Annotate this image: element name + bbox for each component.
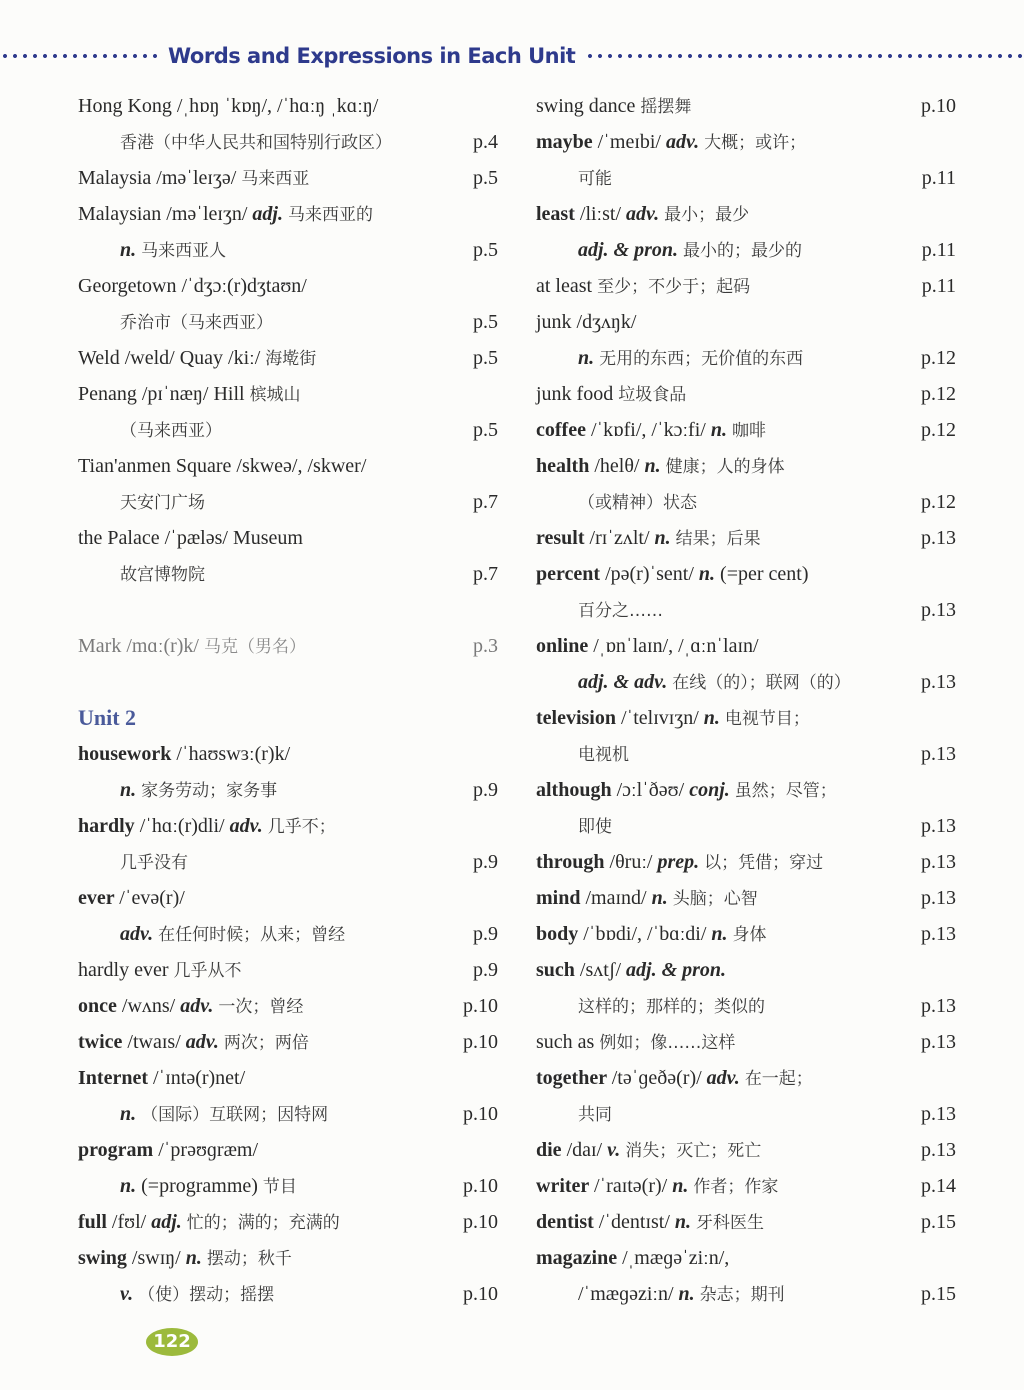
part-of-speech: n. [678,1283,700,1305]
part-of-speech: n. [703,707,725,729]
glossary-entry [536,556,956,592]
entry-text: housework /ˈhaʊswɜː(r)k/ [78,743,291,765]
glossary-entry [536,520,956,556]
glossary-entry-continuation [78,484,498,520]
glossary-entry [536,916,956,952]
glossary-entry [78,88,498,124]
glossary-entry [78,808,498,844]
entry-text: magazine /ˌmæɡəˈziːn/, [536,1247,730,1269]
part-of-speech: n. [672,1175,694,1197]
entry-text: 故宫博物院 [120,565,205,585]
part-of-speech: v. [120,1283,139,1305]
part-of-speech: n. [185,1247,207,1269]
glossary-entry [536,628,956,664]
glossary-entry-continuation [536,232,956,268]
glossary-entry-continuation [78,1096,498,1132]
page-reference: p.5 [473,239,498,261]
page-reference: p.13 [921,995,956,1017]
part-of-speech: n. [120,1103,142,1125]
page-number-badge: 122 [146,1328,198,1356]
glossary-entry [78,988,498,1024]
entry-text: swing /swɪŋ/ n. 摆动；秋千 [78,1247,292,1269]
glossary-entry-continuation [78,556,498,592]
left-column [78,88,498,1312]
entry-text: maybe /ˈmeɪbi/ adv. 大概；或许； [536,131,807,153]
glossary-entry [536,124,956,160]
spacer [78,664,498,700]
page-reference: p.13 [921,671,956,693]
entry-text: online /ˌɒnˈlaɪn/, /ˌɑːnˈlaɪn/ [536,635,759,657]
glossary-entry [536,196,956,232]
page-reference: p.15 [921,1211,956,1233]
entry-text: at least 至少；不少于；起码 [536,275,751,297]
glossary-entry [78,1240,498,1276]
page-reference: p.10 [463,995,498,1017]
page-reference: p.13 [921,1139,956,1161]
page-reference: p.10 [463,1103,498,1125]
entry-text: v. （使）摆动；摇摆 [120,1283,275,1305]
glossary-entry [536,1240,956,1276]
glossary-entry-continuation [536,1096,956,1132]
page-reference: p.10 [463,1211,498,1233]
glossary-entry [78,448,498,484]
part-of-speech: adv. [626,203,665,225]
glossary-entry [536,412,956,448]
page-reference: p.13 [921,1031,956,1053]
page-reference: p.13 [921,599,956,621]
part-of-speech: n. [710,419,732,441]
page-reference: p.13 [921,1103,956,1125]
glossary-entry [536,1024,956,1060]
glossary-entry [536,304,956,340]
entry-text: the Palace /ˈpæləs/ Museum [78,527,303,549]
spacer [78,592,498,628]
entry-text: result /rɪˈzʌlt/ n. 结果；后果 [536,527,761,549]
entry-text: Weld /weld/ Quay /kiː/ 海墘街 [78,347,317,369]
entry-text: junk /dʒʌŋk/ [536,311,637,333]
glossary-entry-continuation [536,484,956,520]
glossary-entry-continuation [78,1276,498,1312]
dotted-rule-right [585,53,1024,59]
glossary-entry-continuation [78,772,498,808]
page-reference: p.9 [473,923,498,945]
entry-text: n. （国际）互联网；因特网 [120,1103,329,1125]
entry-text: 天安门广场 [120,493,205,513]
page-reference: p.4 [473,131,498,153]
page-reference: p.10 [463,1031,498,1053]
entry-text: Penang /pɪˈnæŋ/ Hill 槟城山 [78,383,301,405]
entry-text: 电视机 [578,745,629,765]
page-reference: p.15 [921,1283,956,1305]
glossary-entry [536,844,956,880]
entry-text: although /ɔːlˈðəʊ/ conj. 虽然；尽管； [536,779,837,801]
page-reference: p.12 [921,491,956,513]
entry-text: least /liːst/ adv. 最小；最少 [536,203,750,225]
part-of-speech: adv. [180,995,219,1017]
entry-text: dentist /ˈdentɪst/ n. 牙科医生 [536,1211,765,1233]
entry-text: n. 家务劳动；家务事 [120,779,278,801]
part-of-speech: adv. [185,1031,224,1053]
entry-text: die /daɪ/ v. 消失；灭亡；死亡 [536,1139,762,1161]
page-reference: p.13 [921,527,956,549]
page-reference: p.11 [921,167,956,189]
glossary-entry [536,88,956,124]
page-reference: p.5 [473,347,498,369]
glossary-entry-continuation [78,304,498,340]
entry-text: Malaysia /məˈleɪʒə/ 马来西亚 [78,167,310,189]
part-of-speech: adj. [151,1211,187,1233]
page-reference: p.12 [921,419,956,441]
glossary-entry-continuation [536,1276,956,1312]
page-reference: p.13 [921,743,956,765]
right-column [536,88,956,1312]
glossary-entry [78,628,498,664]
entry-text: adj. & pron. 最小的；最少的 [578,239,803,261]
entry-text: adv. 在任何时候；从来；曾经 [120,923,346,945]
page-reference: p.12 [921,347,956,369]
entry-text: once /wʌns/ adv. 一次；曾经 [78,995,304,1017]
entry-text: junk food 垃圾食品 [536,383,687,405]
entry-text: mind /maɪnd/ n. 头脑；心智 [536,887,758,909]
glossary-entry-continuation [536,160,956,196]
entry-text: television /ˈtelɪvɪʒn/ n. 电视节目； [536,707,810,729]
glossary-entry [78,196,498,232]
glossary-entry [78,736,498,772]
entry-text: health /helθ/ n. 健康；人的身体 [536,455,785,477]
glossary-entry [536,952,956,988]
glossary-entry-continuation [78,1168,498,1204]
page-reference: p.5 [473,167,498,189]
glossary-entry [78,1060,498,1096]
entry-text: hardly /ˈhɑː(r)dli/ adv. 几乎不； [78,815,336,837]
page-reference: p.12 [921,383,956,405]
page-reference: p.13 [921,815,956,837]
page-reference: p.5 [473,419,498,441]
entry-text: Georgetown /ˈdʒɔː(r)dʒtaʊn/ [78,275,307,297]
page-reference: p.13 [921,887,956,909]
part-of-speech: adv. [229,815,268,837]
entry-text: program /ˈprəʊɡræm/ [78,1139,259,1161]
glossary-entry-continuation [78,844,498,880]
glossary-entry [78,160,498,196]
glossary-entry-continuation [536,808,956,844]
glossary-entry [536,1204,956,1240]
page-reference: p.7 [473,563,498,585]
glossary-entry [536,880,956,916]
page-reference: p.5 [473,311,498,333]
entry-text: together /təˈɡeðə(r)/ adv. 在一起； [536,1067,813,1089]
glossary-entry-continuation [78,124,498,160]
entry-text: n. 马来西亚人 [120,239,227,261]
entry-text: percent /pə(r)ˈsent/ n. (=per cent) [536,563,809,585]
entry-text: 即使 [578,817,612,837]
glossary-entry [536,1132,956,1168]
entry-text: （或精神）状态 [578,493,697,513]
part-of-speech: n. [711,923,733,945]
glossary-entry-continuation [78,412,498,448]
entry-text: Mark /mɑː(r)k/ 马克（男名） [78,635,306,657]
page-reference: p.9 [473,959,498,981]
part-of-speech: adv. [666,131,705,153]
glossary-entry [78,952,498,988]
entry-text: coffee /ˈkɒfi/, /ˈkɔːfi/ n. 咖啡 [536,419,766,441]
unit-heading: Unit 2 [78,705,137,730]
entry-text: adj. & adv. 在线（的）；联网（的） [578,671,851,693]
entry-text: 乔治市（马来西亚） [120,313,273,333]
page-header [0,38,1024,74]
page-reference: p.3 [473,635,498,657]
page-reference: p.10 [921,95,956,117]
part-of-speech: n. [578,347,600,369]
entry-text: through /θruː/ prep. 以；凭借；穿过 [536,851,824,873]
entry-text: n. 无用的东西；无价值的东西 [578,347,804,369]
entry-text: Malaysian /məˈleɪʒn/ adj. 马来西亚的 [78,203,373,225]
glossary-entry-continuation [536,988,956,1024]
part-of-speech: adv. [120,923,159,945]
page-reference: p.7 [473,491,498,513]
part-of-speech: n. [120,779,142,801]
glossary-entry [78,880,498,916]
part-of-speech: conj. [689,779,735,801]
part-of-speech: adj. & adv. [578,671,673,693]
glossary-entry [78,340,498,376]
glossary-entry [536,700,956,736]
entry-text: （马来西亚） [120,421,222,441]
part-of-speech: n. [120,1175,142,1197]
glossary-entry [78,376,498,412]
part-of-speech: n. [651,887,673,909]
glossary-entry-continuation [536,592,956,628]
glossary-entry-continuation [536,340,956,376]
entry-text: twice /twaɪs/ adv. 两次；两倍 [78,1031,309,1053]
glossary-entry [78,1024,498,1060]
glossary-entry [536,772,956,808]
entry-text: full /fʊl/ adj. 忙的；满的；充满的 [78,1211,340,1233]
entry-text: such as 例如；像……这样 [536,1031,736,1053]
page-reference: p.10 [463,1175,498,1197]
part-of-speech: adj. & pron. [626,959,727,981]
entry-text: 共同 [578,1105,612,1125]
glossary-entry-continuation [536,664,956,700]
page-reference: p.14 [921,1175,956,1197]
entry-text: 几乎没有 [120,853,188,873]
page-reference: p.13 [921,851,956,873]
page-reference: p.11 [921,275,956,297]
entry-text: 百分之…… [578,601,663,621]
entry-text: swing dance 摇摆舞 [536,95,692,117]
page-reference: p.9 [473,779,498,801]
glossary-entry [78,1204,498,1240]
page-title: Words and Expressions in Each Unit [168,44,576,68]
entry-text: 这样的；那样的；类似的 [578,997,765,1017]
part-of-speech: prep. [657,851,705,873]
glossary-entry [536,376,956,412]
entry-text: ever /ˈevə(r)/ [78,887,185,909]
page-reference: p.10 [463,1283,498,1305]
part-of-speech: n. [120,239,142,261]
entry-text: Tian'anmen Square /skweə/, /skwer/ [78,455,367,477]
page-reference: p.9 [473,851,498,873]
part-of-speech: adv. [706,1067,745,1089]
glossary-entry-continuation [78,232,498,268]
glossary-entry-continuation [536,736,956,772]
glossary-entry [536,268,956,304]
entry-text: 可能 [578,169,612,189]
entry-text: Internet /ˈɪntə(r)net/ [78,1067,246,1089]
part-of-speech: n. [674,1211,697,1233]
glossary-entry [536,448,956,484]
entry-text: hardly ever 几乎从不 [78,959,242,981]
glossary-entry-continuation [78,916,498,952]
part-of-speech: adj. [252,203,288,225]
entry-text: 香港（中华人民共和国特别行政区） [120,133,392,153]
part-of-speech: n. [698,563,721,585]
part-of-speech: adj. & pron. [578,239,684,261]
page-reference: p.13 [921,923,956,945]
entry-text: n. (=programme) 节目 [120,1175,297,1197]
glossary-entry [78,1132,498,1168]
glossary-entry [78,268,498,304]
part-of-speech: v. [607,1139,626,1161]
part-of-speech: n. [644,455,666,477]
glossary-entry [536,1060,956,1096]
glossary-entry [536,1168,956,1204]
page-reference: p.11 [921,239,956,261]
entry-text: such /sʌtʃ/ adj. & pron. [536,959,727,981]
part-of-speech: n. [654,527,676,549]
glossary-entry [78,520,498,556]
entry-text: /ˈmæɡəziːn/ n. 杂志；期刊 [578,1283,785,1305]
dotted-rule-left [0,53,158,59]
entry-text: writer /ˈraɪtə(r)/ n. 作者；作家 [536,1175,779,1197]
entry-text: Hong Kong /ˌhɒŋ ˈkɒŋ/, /ˈhɑːŋ ˌkɑːŋ/ [78,95,379,117]
entry-text: body /ˈbɒdi/, /ˈbɑːdi/ n. 身体 [536,923,767,945]
